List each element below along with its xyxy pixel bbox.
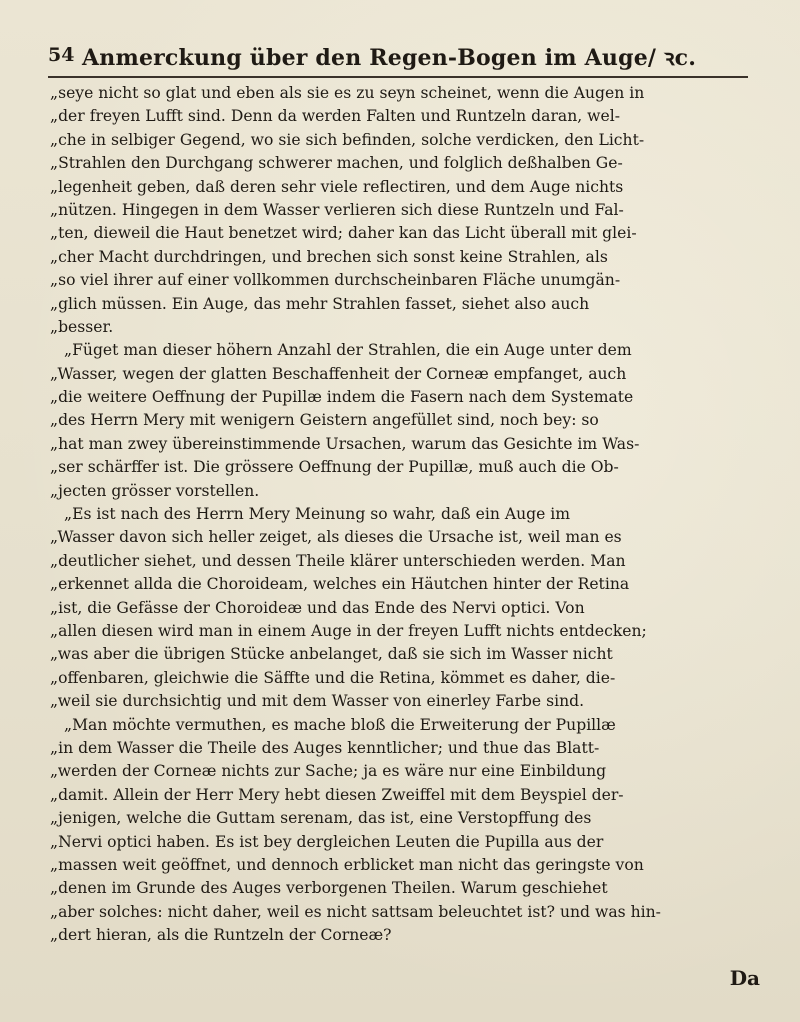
- text-line: „massen weit geöffnet, und dennoch erblicket man nicht das geringste von: [50, 855, 644, 874]
- text-line: „aber solches: nicht daher, weil es nicht sattsam beleuchtet ist? und was hin-: [50, 902, 661, 921]
- text-line: „offenbaren, gleichwie die Säffte und die Retina, kömmet es daher, die-: [50, 668, 616, 687]
- running-title: Anmerckung über den Regen-Bogen im Auge/ ꝛc.: [82, 45, 697, 71]
- text-line: „weil sie durchsichtig und mit dem Wasser von einerley Farbe sind.: [50, 692, 585, 711]
- text-line: „che in selbiger Gegend, wo sie sich befinden, solche verdicken, den Licht-: [50, 130, 645, 149]
- text-line: „Nervi optici haben. Es ist bey dergleichen Leuten die Pupilla aus der: [50, 832, 604, 851]
- text-line: „deutlicher siehet, und dessen Theile klärer unterschieden werden. Man: [50, 551, 626, 570]
- text-line: „jecten grösser vorstellen.: [50, 481, 260, 500]
- text-line: „allen diesen wird man in einem Auge in der freyen Lufft nichts entdecken;: [50, 621, 647, 640]
- body-text: [50, 82, 766, 947]
- catchword: Da: [729, 966, 760, 990]
- text-line: „was aber die übrigen Stücke anbelanget, daß sie sich im Wasser nicht: [50, 645, 613, 664]
- text-line: „ist, die Gefässe der Choroideæ und das Ende des Nervi optici. Von: [50, 598, 585, 617]
- text-line: „der freyen Lufft sind. Denn da werden Falten und Runtzeln daran, wel-: [50, 107, 620, 126]
- text-line: „Wasser davon sich heller zeiget, als dieses die Ursache ist, weil man es: [50, 528, 622, 547]
- text-line: „jenigen, welche die Guttam serenam, das ist, eine Verstopffung des: [50, 809, 592, 828]
- text-line: „denen im Grunde des Auges verborgenen Theilen. Warum geschiehet: [50, 879, 608, 898]
- text-line: „erkennet allda die Choroideam, welches ein Häutchen hinter der Retina: [50, 575, 630, 594]
- text-line: „Füget man dieser höhern Anzahl der Strahlen, die ein Auge unter dem: [64, 341, 632, 360]
- text-line: „besser.: [50, 317, 114, 336]
- text-line: „des Herrn Mery mit wenigern Geistern angefüllet sind, noch bey: so: [50, 411, 599, 430]
- text-line: „so viel ihrer auf einer vollkommen durchscheinbaren Fläche unumgän-: [50, 271, 621, 290]
- text-line: „Strahlen den Durchgang schwerer machen, und folglich deßhalben Ge-: [50, 154, 623, 173]
- text-line: „nützen. Hingegen in dem Wasser verlieren sich diese Runtzeln und Fal-: [50, 200, 624, 219]
- text-line: „ten, dieweil die Haut benetzet wird; daher kan das Licht überall mit glei-: [50, 224, 637, 243]
- page-number: 54: [48, 44, 75, 66]
- text-line: „ser schärffer ist. Die grössere Oeffnung der Pupillæ, muß auch die Ob-: [50, 458, 619, 477]
- text-line: „Man möchte vermuthen, es mache bloß die Erweiterung der Pupillæ: [64, 715, 616, 734]
- text-line: „werden der Corneæ nichts zur Sache; ja es wäre nur eine Einbildung: [50, 762, 607, 781]
- text-line: „Es ist nach des Herrn Mery Meinung so wahr, daß ein Auge im: [64, 505, 571, 524]
- text-line: „Wasser, wegen der glatten Beschaffenheit der Corneæ empfanget, auch: [50, 364, 627, 383]
- text-line: „glich müssen. Ein Auge, das mehr Strahlen fasset, siehet also auch: [50, 294, 590, 313]
- text-line: „die weitere Oeffnung der Pupillæ indem die Fasern nach dem Systemate: [50, 388, 634, 407]
- text-line: „cher Macht durchdringen, und brechen sich sonst keine Strahlen, als: [50, 247, 608, 266]
- header-rule: [48, 76, 748, 78]
- text-line: „legenheit geben, daß deren sehr viele reflectiren, und dem Auge nichts: [50, 177, 624, 196]
- text-line: „dert hieran, als die Runtzeln der Corneæ?: [50, 926, 392, 945]
- text-line: „in dem Wasser die Theile des Auges kenntlicher; und thue das Blatt-: [50, 738, 600, 757]
- text-line: „seye nicht so glat und eben als sie es zu seyn scheinet, wenn die Augen in: [50, 84, 645, 102]
- text-line: „damit. Allein der Herr Mery hebt diesen Zweiffel mit dem Beyspiel der-: [50, 785, 624, 804]
- text-line: „hat man zwey übereinstimmende Ursachen, warum das Gesichte im Was-: [50, 434, 640, 453]
- page-header: [48, 40, 760, 74]
